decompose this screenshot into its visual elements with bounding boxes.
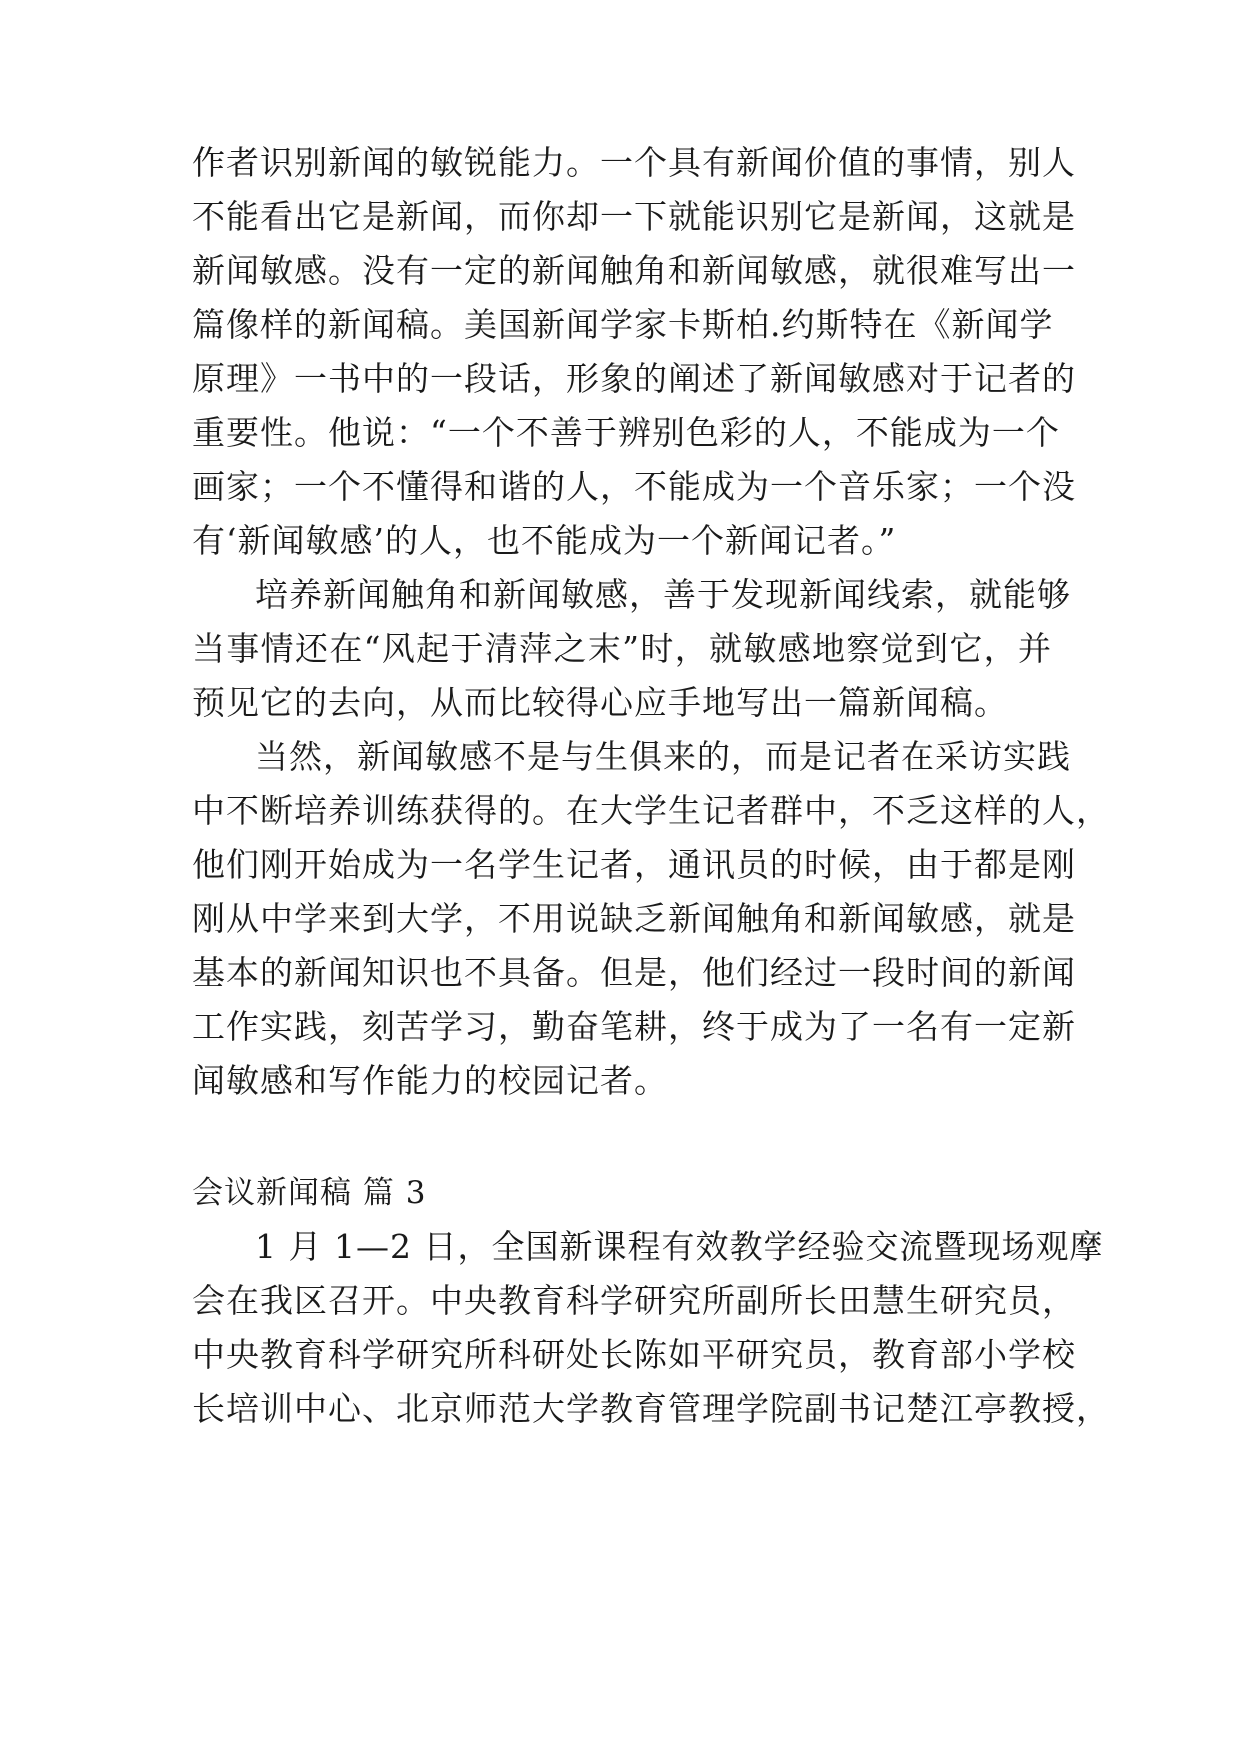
text-line: 刚从中学来到大学，不用说缺乏新闻触角和新闻敏感，就是	[192, 899, 1076, 938]
text-line: 他们刚开始成为一名学生记者，通讯员的时候，由于都是刚	[192, 845, 1076, 884]
text-line: 当事情还在“风起于清萍之末”时，就敏感地察觉到它，并	[192, 629, 1052, 668]
text-line: 培养新闻触角和新闻敏感，善于发现新闻线索，就能够	[255, 575, 1071, 614]
text-line: 中不断培养训练获得的。在大学生记者群中，不乏这样的人，	[192, 791, 1110, 830]
text-line: 中央教育科学研究所科研处长陈如平研究员，教育部小学校	[192, 1335, 1076, 1374]
text-line: 有‘新闻敏感’的人，也不能成为一个新闻记者。”	[192, 521, 897, 560]
text-line: 会在我区召开。中央教育科学研究所副所长田慧生研究员，	[192, 1281, 1076, 1320]
text-line: 作者识别新闻的敏锐能力。一个具有新闻价值的事情，别人	[192, 143, 1076, 182]
text-line: 当然，新闻敏感不是与生俱来的，而是记者在采访实践	[255, 737, 1071, 776]
text-line: 画家；一个不懂得和谐的人，不能成为一个音乐家；一个没	[192, 467, 1076, 506]
text-line: 篇像样的新闻稿。美国新闻学家卡斯柏.约斯特在《新闻学	[192, 305, 1054, 344]
text-line: 1 月 1—2 日，全国新课程有效教学经验交流暨现场观摩	[255, 1227, 1104, 1266]
text-line: 基本的新闻知识也不具备。但是，他们经过一段时间的新闻	[192, 953, 1076, 992]
text-line: 长培训中心、北京师范大学教育管理学院副书记楚江亭教授，	[192, 1389, 1110, 1428]
text-line: 不能看出它是新闻，而你却一下就能识别它是新闻，这就是	[192, 197, 1076, 236]
section-heading: 会议新闻稿 篇 3	[192, 1175, 427, 1211]
text-line: 新闻敏感。没有一定的新闻触角和新闻敏感，就很难写出一	[192, 251, 1076, 290]
text-line: 预见它的去向，从而比较得心应手地写出一篇新闻稿。	[192, 683, 1008, 722]
text-line: 工作实践，刻苦学习，勤奋笔耕，终于成为了一名有一定新	[192, 1007, 1076, 1046]
text-line: 重要性。他说：“一个不善于辨别色彩的人，不能成为一个	[192, 413, 1060, 452]
text-line: 闻敏感和写作能力的校园记者。	[192, 1061, 668, 1100]
text-line: 原理》一书中的一段话，形象的阐述了新闻敏感对于记者的	[192, 359, 1076, 398]
